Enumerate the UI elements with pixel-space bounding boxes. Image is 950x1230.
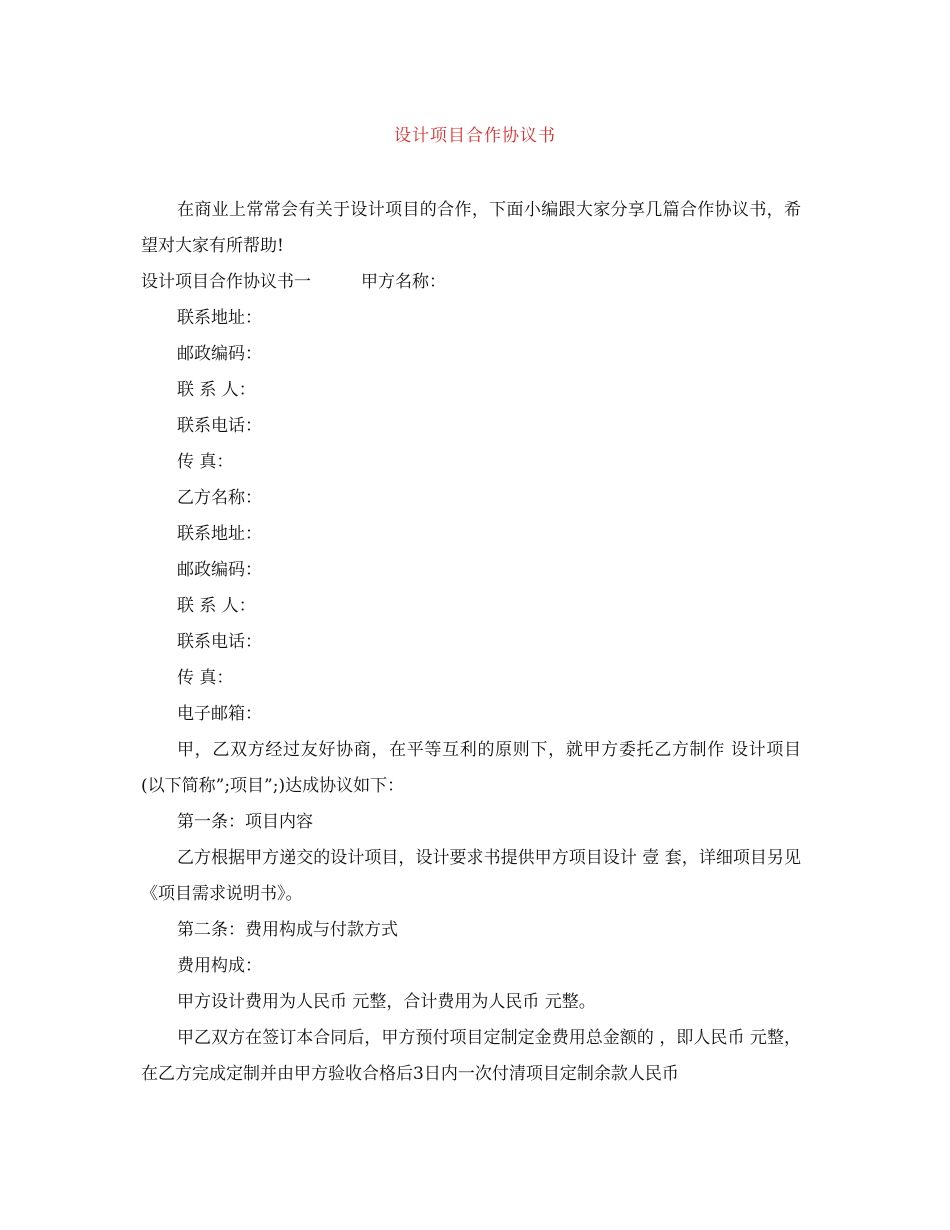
section1-heading: 设计项目合作协议书一 bbox=[141, 272, 311, 292]
party-a-phone-label: 联系电话： bbox=[177, 416, 262, 436]
party-a-contact-label: 联 系 人： bbox=[177, 380, 256, 400]
party-a-name-label: 甲方名称： bbox=[361, 272, 446, 292]
document-body bbox=[141, 192, 801, 1092]
article2-title: 第二条：费用构成与付款方式 bbox=[177, 920, 398, 940]
party-a-address-label: 联系地址： bbox=[177, 308, 262, 328]
party-b-email-label: 电子邮箱： bbox=[177, 704, 262, 724]
party-b-contact-label: 联 系 人： bbox=[177, 596, 256, 616]
article1-paragraph: 乙方根据甲方递交的设计项目，设计要求书提供甲方项目设计 壹 套，详细项目另见《项目需求说明书》。 bbox=[141, 848, 801, 904]
cost-label: 费用构成： bbox=[177, 956, 262, 976]
party-a-fax-label: 传 真： bbox=[177, 452, 234, 472]
party-b-address-label: 联系地址： bbox=[177, 524, 262, 544]
agreement-intro-paragraph: 甲，乙双方经过友好协商，在平等互利的原则下，就甲方委托乙方制作 设计项目(以下简称”;项目”;)达成协议如下： bbox=[141, 740, 801, 796]
party-b-postcode-label: 邮政编码： bbox=[177, 560, 262, 580]
party-a-postcode-label: 邮政编码： bbox=[177, 344, 262, 364]
party-b-fax-label: 传 真： bbox=[177, 668, 234, 688]
article1-title: 第一条：项目内容 bbox=[177, 812, 313, 832]
party-b-phone-label: 联系电话： bbox=[177, 632, 262, 652]
payment-paragraph: 甲乙双方在签订本合同后，甲方预付项目定制定金费用总金额的 ，即人民币 元整，在乙方完成定制并由甲方验收合格后3日内一次付清项目定制余款人民币 bbox=[141, 1028, 801, 1084]
section-heading-line bbox=[141, 264, 801, 300]
cost-paragraph: 甲方设计费用为人民币 元整，合计费用为人民币 元整。 bbox=[177, 992, 596, 1012]
intro-paragraph: 在商业上常常会有关于设计项目的合作，下面小编跟大家分享几篇合作协议书，希望对大家有所帮助! bbox=[141, 200, 801, 256]
party-b-name-label: 乙方名称： bbox=[177, 488, 262, 508]
document-title: 设计项目合作协议书 bbox=[394, 126, 556, 146]
